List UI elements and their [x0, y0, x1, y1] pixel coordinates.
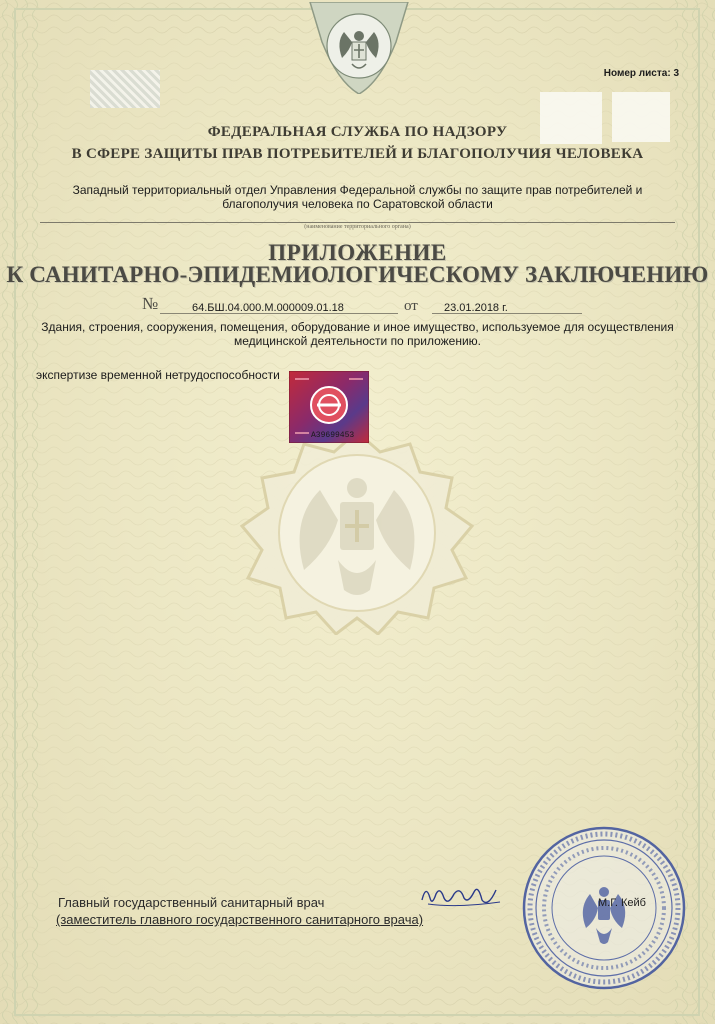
handwritten-signature-icon — [418, 878, 508, 914]
agency-name-line-1: ФЕДЕРАЛЬНАЯ СЛУЖБА ПО НАДЗОРУ — [207, 124, 508, 140]
issuer-name: Западный территориальный отдел Управления Федеральной службы по защите прав потребителей и благополучия человека по Саратовской области — [72, 183, 643, 211]
hologram-strip — [90, 70, 160, 108]
double-headed-eagle-emblem-icon — [300, 2, 418, 94]
signer-name: М.Г. Кейб — [598, 897, 646, 909]
activity-item: экспертизе временной нетрудоспособности — [36, 368, 280, 382]
signer-deputy-title: (заместитель главного государственного санитарного врача) — [56, 912, 424, 927]
number-sign: № — [142, 294, 159, 313]
signer-title: Главный государственный санитарный врач — [58, 895, 325, 910]
issuer-underline — [40, 222, 675, 223]
agency-name-line-2: В СФЕРЕ ЗАЩИТЫ ПРАВ ПОТРЕБИТЕЛЕЙ И БЛАГОПОЛУЧИЯ ЧЕЛОВЕКА — [71, 146, 644, 162]
eagle-watermark-icon — [220, 430, 495, 635]
issuer-caption: (наименование территориального органа) — [304, 224, 411, 230]
document-date: 23.01.2018 г. — [444, 302, 508, 314]
document-subject: Здания, строения, сооружения, помещения, оборудование и иное имущество, используемое для осуществления медицинской деятельности по приложению. — [41, 320, 674, 348]
security-hologram-icon — [289, 371, 369, 443]
hologram-serial: А39699453 — [311, 431, 355, 440]
document-title-line-1: ПРИЛОЖЕНИЕ — [268, 240, 447, 265]
from-label: от — [404, 298, 418, 314]
document-title-line-2: К САНИТАРНО-ЭПИДЕМИОЛОГИЧЕСКОМУ ЗАКЛЮЧЕНИЮ — [6, 262, 709, 287]
sheet-number: Номер листа: 3 — [603, 68, 679, 79]
document-number: 64.БШ.04.000.М.000009.01.18 — [192, 302, 344, 314]
